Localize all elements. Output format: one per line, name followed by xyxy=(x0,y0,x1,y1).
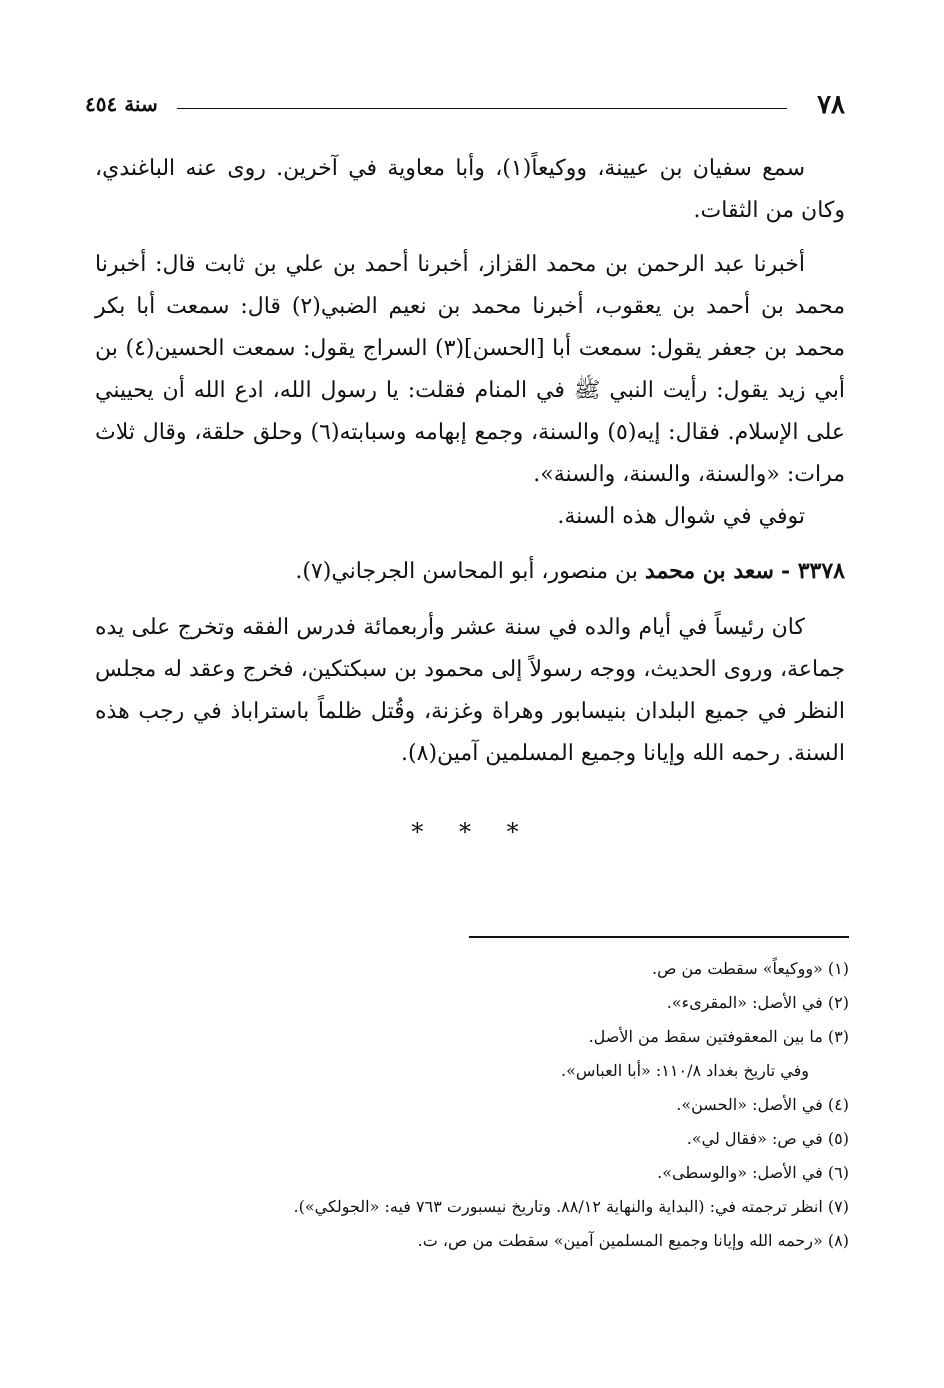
entry-number: ٣٣٧٨ - xyxy=(780,558,845,584)
footnote-6: (٦) في الأصل: «والوسطى». xyxy=(657,1163,849,1182)
section-separator: * * * xyxy=(411,818,533,846)
footnote-1: (١) «ووكيعاً» سقطت من ص. xyxy=(651,959,849,978)
main-text xyxy=(95,148,845,775)
footnotes xyxy=(89,952,849,1258)
paragraph-4: كان رئيساً في أيام والده في سنة عشر وأربعمائة فدرس الفقه وتخرج على يده جماعة، وروى الحديث، ووجه رسولاً إلى محمود بن سبكتكين، فخرج وعقد له مجلس النظر في جميع البلدان بنيسابور وهراة وغزنة، وقُتل ظلماً باستراباذ في رجب هذه السنة. رحمه الله وإيانا وجميع المسلمين آمين(٨). xyxy=(95,615,845,766)
footnote-5: (٥) في ص: «فقال لي». xyxy=(686,1129,849,1148)
footnote-3: (٣) ما بين المعقوفتين سقط من الأصل. xyxy=(588,1027,849,1046)
page-number: ٧٨ xyxy=(817,90,845,120)
footnote-3-continuation: وفي تاريخ بغداد ١١٠/٨: «أبا العباس». xyxy=(561,1061,809,1080)
paragraph-3: توفي في شوال هذه السنة. xyxy=(557,504,805,529)
footnote-4: (٤) في الأصل: «الحسن». xyxy=(676,1095,849,1114)
page-header xyxy=(85,90,845,126)
entry-name: سعد بن محمد xyxy=(644,558,774,584)
header-rule xyxy=(177,108,787,109)
footnote-2: (٢) في الأصل: «المقرىء». xyxy=(666,993,849,1012)
footnote-rule xyxy=(469,936,849,938)
biography-entry-heading xyxy=(95,550,845,593)
paragraph-1: سمع سفيان بن عيينة، ووكيعاً(١)، وأبا معاوية في آخرين. روى عنه الباغندي، وكان من الثقات. xyxy=(95,156,845,223)
footnote-8: (٨) «رحمه الله وإيانا وجميع المسلمين آمين» سقطت من ص، ت. xyxy=(417,1231,849,1250)
running-title: سنة ٤٥٤ xyxy=(85,92,158,116)
entry-rest: بن منصور، أبو المحاسن الجرجاني(٧). xyxy=(295,559,638,584)
footnote-7: (٧) انظر ترجمته في: (البداية والنهاية ٨٨/١٢. وتاريخ نيسبورت ٧٦٣ فيه: «الجولكي»). xyxy=(293,1197,849,1216)
paragraph-2: أخبرنا عبد الرحمن بن محمد القزاز، أخبرنا أحمد بن علي بن ثابت قال: أخبرنا محمد بن أحمد بن يعقوب، أخبرنا محمد بن نعيم الضبي(٢) قال: سمعت أبا بكر محمد بن جعفر يقول: سمعت أبا [الحسن](٣) السراج يقول: سمعت الحسين(٤) بن أبي زيد يقول: رأيت النبي ﷺ في المنام فقلت: يا رسول الله، ادع الله أن يحييني على الإسلام. فقال: إيه(٥) والسنة، وجمع إبهامه وسبابته(٦) وحلق حلقة، وقال ثلاث مرات: «والسنة، والسنة، والسنة». xyxy=(95,252,845,487)
